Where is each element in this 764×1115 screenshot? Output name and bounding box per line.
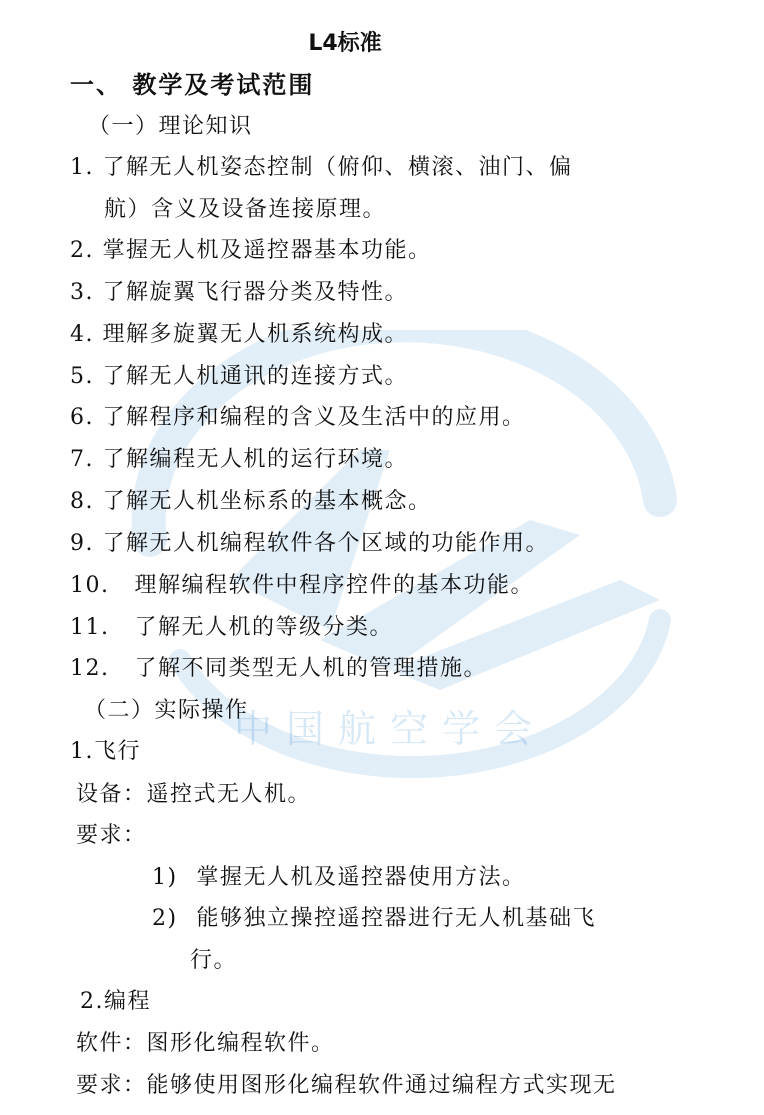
- theory-heading: （一）理论知识: [88, 114, 253, 139]
- section-heading: 一、 教学及考试范围: [70, 71, 315, 99]
- theory-item-4: [70, 321, 408, 349]
- item-text: 了解无人机坐标系的基本概念。: [102, 489, 432, 514]
- practice-heading: （二）实际操作: [84, 698, 249, 723]
- item-text: 了解编程无人机的运行环境。: [102, 447, 409, 472]
- programming-requirement: 要求：能够使用图形化编程软件通过编程方式实现无: [76, 1073, 617, 1098]
- item-text: 了解不同类型无人机的管理措施。: [134, 656, 488, 681]
- item-number: 6.: [70, 405, 94, 430]
- theory-item-12: [70, 655, 487, 683]
- flight-requirement-2: [152, 905, 596, 933]
- item-text: 理解编程软件中程序控件的基本功能。: [134, 573, 535, 598]
- item-number: 1.: [70, 155, 94, 180]
- flight-requirement-1: [152, 864, 526, 892]
- theory-item-7: [70, 446, 408, 474]
- item-number: 5.: [70, 364, 94, 389]
- theory-item-6: [70, 404, 526, 432]
- item-number: 1): [152, 865, 178, 890]
- theory-item-9: [70, 530, 549, 558]
- flight-requirement-label: 要求：: [76, 823, 147, 848]
- theory-item-11: [70, 614, 393, 642]
- item-text: 能够独立操控遥控器进行无人机基础飞: [196, 906, 597, 931]
- theory-item-5: [70, 363, 408, 391]
- item-number: 12.: [70, 656, 110, 681]
- item-number: 10.: [70, 573, 110, 598]
- page-title: L4标准: [308, 31, 382, 56]
- item-text: 了解无人机编程软件各个区域的功能作用。: [102, 531, 550, 556]
- item-number: 2): [152, 906, 178, 931]
- item-text: 了解无人机的等级分类。: [134, 615, 394, 640]
- item-text: 掌握无人机及遥控器使用方法。: [196, 865, 526, 890]
- item-number: 4.: [70, 322, 94, 347]
- item-text: 了解程序和编程的含义及生活中的应用。: [102, 405, 526, 430]
- programming-software: 软件：图形化编程软件。: [76, 1031, 335, 1056]
- theory-item-1: [70, 154, 573, 182]
- item-text: 了解旋翼飞行器分类及特性。: [102, 280, 409, 305]
- item-text: 了解无人机姿态控制（俯仰、横滚、油门、偏: [102, 155, 573, 180]
- item-number: 3.: [70, 280, 94, 305]
- theory-item-8: [70, 488, 432, 516]
- flight-title: 1.飞行: [70, 739, 141, 764]
- item-text: 掌握无人机及遥控器基本功能。: [102, 238, 432, 263]
- theory-item-1-continuation: 航）含义及设备连接原理。: [104, 197, 387, 222]
- item-number: 9.: [70, 531, 94, 556]
- flight-requirement-2-continuation: 行。: [190, 948, 238, 973]
- watermark-text: 中国航空学会: [233, 707, 547, 751]
- item-number: 8.: [70, 489, 94, 514]
- item-number: 2.: [70, 238, 94, 263]
- theory-item-10: [70, 572, 534, 600]
- item-text: 了解无人机通讯的连接方式。: [102, 364, 409, 389]
- flight-equipment: 设备：遥控式无人机。: [76, 782, 312, 807]
- item-number: 7.: [70, 447, 94, 472]
- item-number: 11.: [70, 615, 110, 640]
- item-text: 理解多旋翼无人机系统构成。: [102, 322, 409, 347]
- programming-title: 2.编程: [80, 989, 151, 1014]
- theory-item-3: [70, 279, 408, 307]
- theory-item-2: [70, 237, 432, 265]
